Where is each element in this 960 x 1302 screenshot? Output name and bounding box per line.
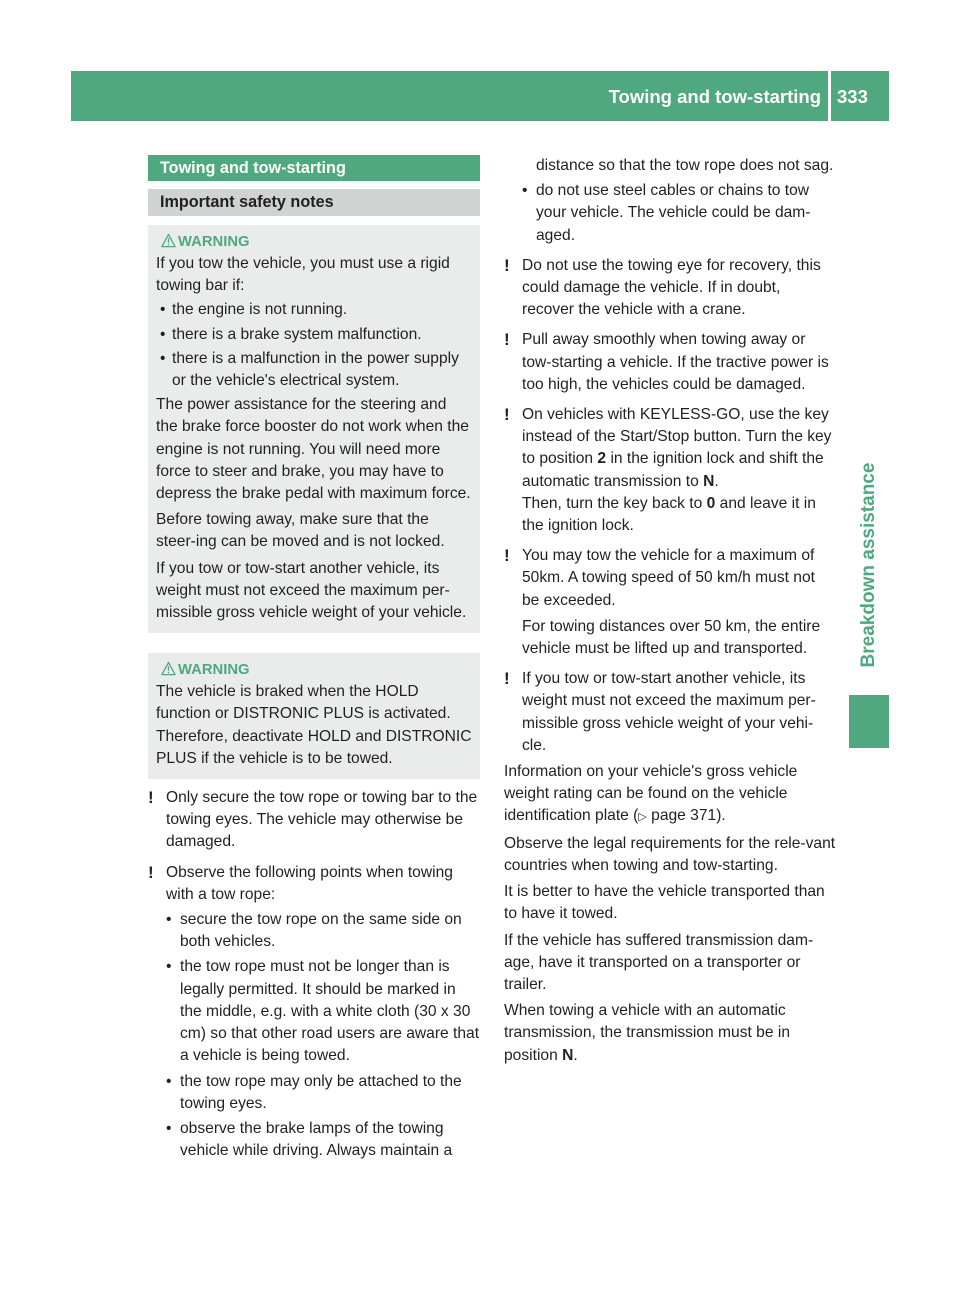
list-item: • the tow rope may only be attached to the towing eyes. <box>166 1071 480 1115</box>
gear-value: N <box>562 1046 574 1064</box>
section-title: Towing and tow-starting <box>148 155 480 181</box>
notice-text: Observe the following points when towing with a tow rope: <box>166 863 453 903</box>
warning-intro: If you tow the vehicle, you must use a rigid towing bar if: <box>156 255 450 295</box>
warning-triangle-icon <box>161 233 176 248</box>
warning-heading <box>156 659 472 681</box>
warning-paragraph: The power assistance for the steering and the brake force booster do not work when the engine is not running. You will need more force to steer and brake, you may have to depress the brake pedal with maximum force. <box>156 396 471 503</box>
notice-exclamation-icon: ! <box>504 330 510 350</box>
position-value: 0 <box>706 494 716 512</box>
notice <box>148 787 480 854</box>
notice-text: Do not use the towing eye for recovery, this could damage the vehicle. If in doubt, recover the vehicle with a crane. <box>522 256 821 319</box>
list-item: • the tow rope must not be longer than is legally permitted. It should be marked in the middle, e.g. with a white cloth (30 x 30 cm) so that other road users are aware that a vehicle is being towed. <box>166 956 480 1067</box>
notice-text: You may tow the vehicle for a maximum of 50km. A towing speed of 50 km/h must not be exceeded. <box>522 547 815 609</box>
notice <box>504 545 836 660</box>
continued-text: distance so that the tow rope does not sag. <box>536 157 834 174</box>
list-item: • do not use steel cables or chains to tow your vehicle. The vehicle could be dam-aged. <box>522 180 836 247</box>
body-paragraph: If the vehicle has suffered transmission dam-age, have it transported on a transporter or trailer. <box>504 931 814 993</box>
body-paragraph: Observe the legal requirements for the rele-vant countries when towing and tow-starting. <box>504 834 836 874</box>
notice-exclamation-icon: ! <box>504 546 510 566</box>
list-item: • observe the brake lamps of the towing vehicle while driving. Always maintain a <box>166 1118 480 1162</box>
notice-exclamation-icon: ! <box>148 862 154 882</box>
notice <box>504 255 836 322</box>
notice-bullet-list <box>166 909 480 1162</box>
gear-value: N <box>703 472 715 490</box>
warning-label: WARNING <box>178 234 250 250</box>
warning-bullet: • there is a brake system malfunction. <box>156 324 472 346</box>
page-reference-arrow-icon: ▷ <box>638 811 647 824</box>
notice <box>504 404 836 537</box>
warning-paragraph: The vehicle is braked when the HOLD function or DISTRONIC PLUS is activated. Therefore, deactivate HOLD and DISTRONIC PLUS if the vehicle is to be towed. <box>156 683 472 767</box>
notice <box>148 862 480 1163</box>
right-column <box>504 155 836 1067</box>
left-column <box>148 155 480 1165</box>
notice-exclamation-icon: ! <box>504 405 510 425</box>
notice-exclamation-icon: ! <box>148 788 154 808</box>
notice <box>504 668 836 757</box>
warning-triangle-icon <box>161 661 176 676</box>
body-paragraph: It is better to have the vehicle transported than to have it towed. <box>504 883 825 923</box>
list-item: • secure the tow rope on the same side on both vehicles. <box>166 909 480 953</box>
side-tab-marker <box>849 695 889 748</box>
body-paragraph: When towing a vehicle with an automatic transmission, the transmission must be in position N. <box>504 1002 790 1064</box>
notice-text: Only secure the tow rope or towing bar to the towing eyes. The vehicle may otherwise be damaged. <box>166 789 478 851</box>
header-divider <box>828 71 831 121</box>
notice-text: If you tow or tow-start another vehicle, its weight must not exceed the maximum per-missible gross vehicle weight of your vehi-cle. <box>522 670 816 754</box>
warning-bullet: • there is a malfunction in the power supply or the vehicle's electrical system. <box>156 348 472 392</box>
notice-text: Then, turn the key back to 0 and leave it in the ignition lock. <box>522 494 816 535</box>
warning-paragraph: Before towing away, make sure that the steer-ing can be moved and is not locked. <box>156 511 445 551</box>
subsection-title: Important safety notes <box>148 189 480 216</box>
notice-text: For towing distances over 50 km, the entire vehicle must be lifted up and transported. <box>522 617 821 658</box>
warning-paragraph: If you tow or tow-start another vehicle, its weight must not exceed the maximum per-missible gross vehicle weight of your vehicle. <box>156 559 467 622</box>
warning-label: WARNING <box>178 662 250 679</box>
notice-text: On vehicles with KEYLESS-GO, use the key instead of the Start/Stop button. Turn the key to position 2 in the ignition lock and shift the automatic transmission to N. <box>522 406 832 490</box>
notice-exclamation-icon: ! <box>504 255 510 275</box>
position-value: 2 <box>597 450 607 468</box>
notice-exclamation-icon: ! <box>504 669 510 689</box>
body-paragraph: Information on your vehicle's gross vehicle weight rating can be found on the vehicle identification plate (▷ page 371). <box>504 763 798 825</box>
side-tab <box>849 445 889 685</box>
continued-bullet-list <box>504 180 836 247</box>
warning-heading <box>156 231 472 253</box>
warning-bullet: • the engine is not running. <box>156 299 472 321</box>
page-header <box>71 71 889 121</box>
warning-box <box>148 225 480 633</box>
warning-box <box>148 653 480 779</box>
notice-text: Pull away smoothly when towing away or tow-starting a vehicle. If the tractive power is too high, the vehicles could be damaged. <box>522 331 829 393</box>
side-tab-label: Breakdown assistance <box>857 462 879 668</box>
header-title: Towing and tow-starting <box>608 86 821 107</box>
notice <box>504 329 836 396</box>
page-number: 333 <box>837 86 868 107</box>
